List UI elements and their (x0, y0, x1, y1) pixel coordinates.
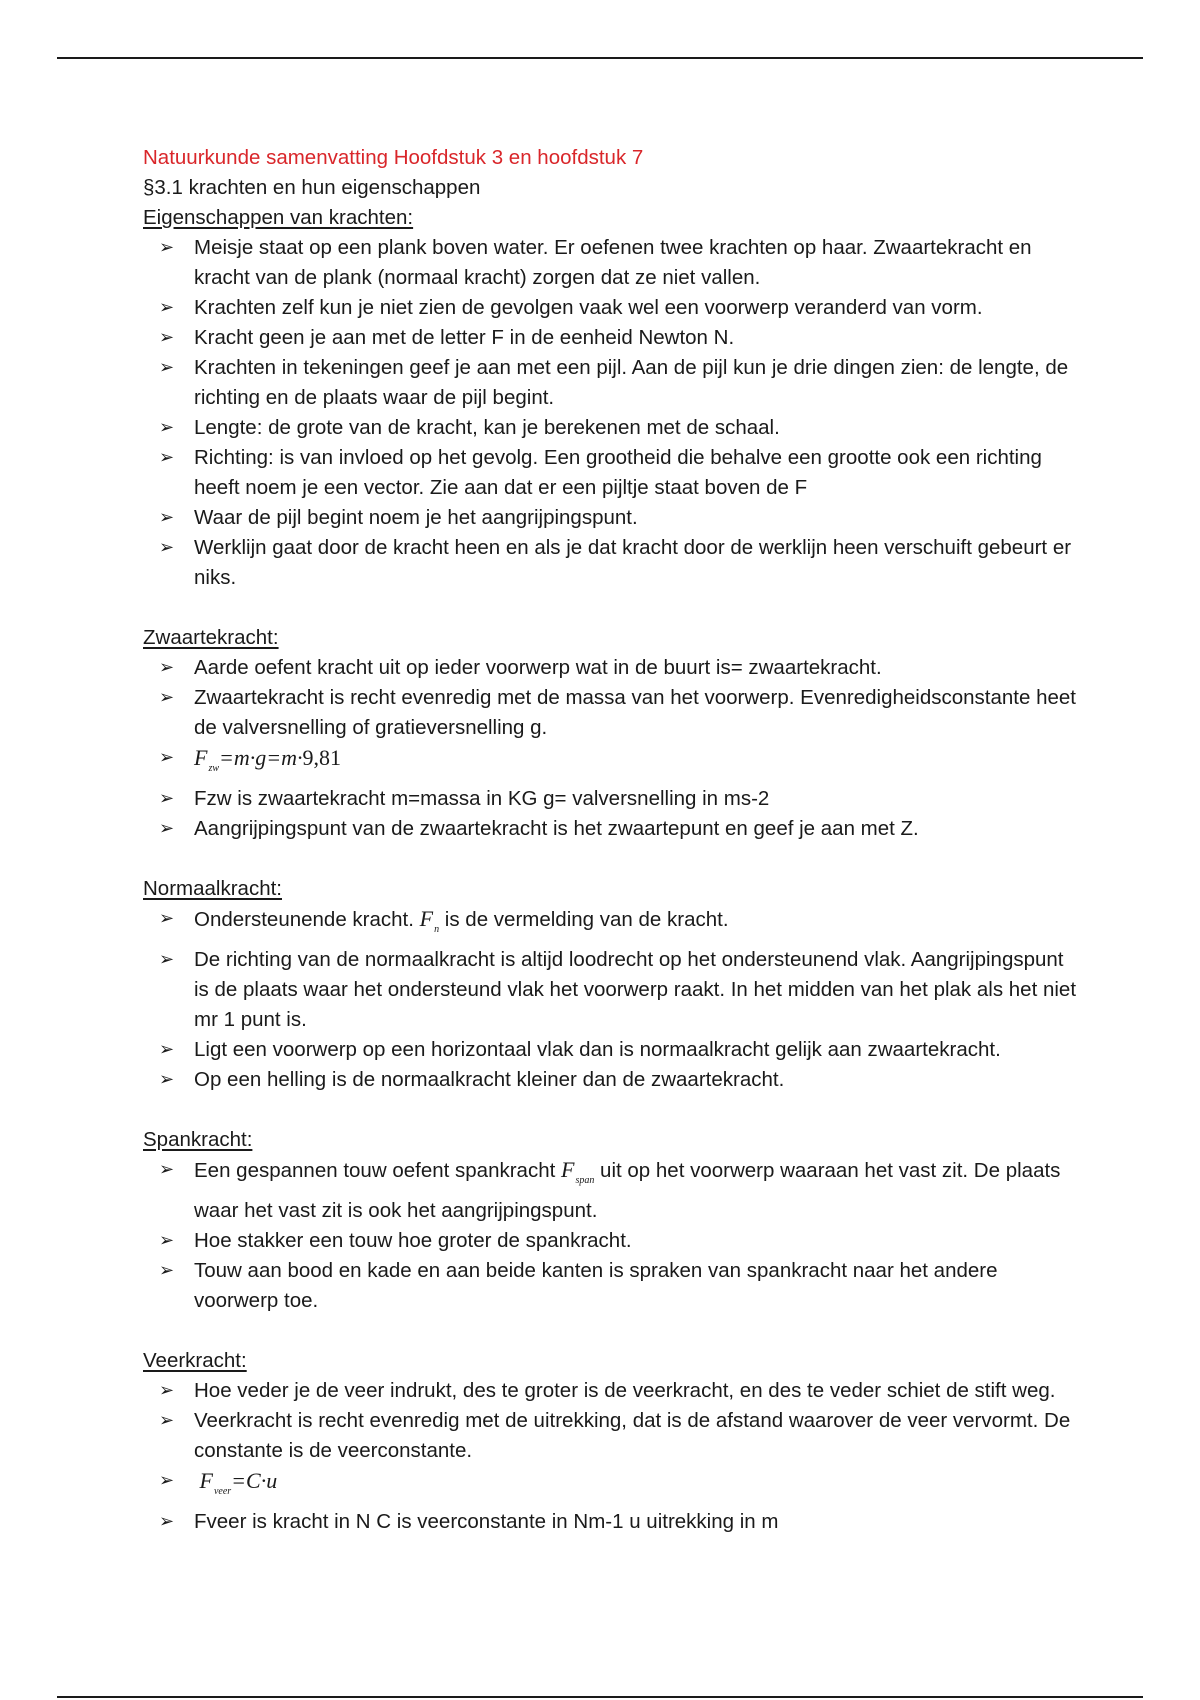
list-item: ➢ Werklijn gaat door de kracht heen en als je dat kracht door de werklijn heen verschuift gebeurt er niks. (143, 533, 1083, 593)
list-zwaartekracht (143, 653, 1083, 844)
list-item: ➢ Aarde oefent kracht uit op ieder voorwerp wat in de buurt is= zwaartekracht. (143, 653, 1083, 683)
list-item: ➢ Hoe stakker een touw hoe groter de spankracht. (143, 1226, 1083, 1256)
arrow-bullet-icon: ➢ (159, 687, 175, 708)
document-body (143, 143, 1083, 1537)
arrow-bullet-icon: ➢ (159, 537, 175, 558)
heading-spankracht: Spankracht: (143, 1128, 253, 1151)
formula-zwaartekracht: $F_{zw}=m\cdot g=m\cdot 9,81$ (194, 745, 341, 774)
list-item: ➢ Krachten zelf kun je niet zien de gevolgen vaak wel een voorwerp veranderd van vorm. (143, 293, 1083, 323)
list-item: ➢ Zwaartekracht is recht evenredig met de massa van het voorwerp. Evenredigheidsconstante heet de valversnelling of gratieversnelling g. (143, 683, 1083, 743)
list-item (143, 1466, 1083, 1507)
formula-normaalkracht: $F_n$ (419, 906, 440, 935)
list-item: ➢ Op een helling is de normaalkracht kleiner dan de zwaartekracht. (143, 1065, 1083, 1095)
list-item: ➢ Fveer is kracht in N C is veerconstante in Nm-1 u uitrekking in m (143, 1507, 1083, 1537)
list-item: ➢ Ligt een voorwerp op een horizontaal vlak dan is normaalkracht gelijk aan zwaartekracht. (143, 1035, 1083, 1065)
list-item: ➢ Touw aan bood en kade en aan beide kanten is spraken van spankracht naar het andere voorwerp toe. (143, 1256, 1083, 1316)
arrow-bullet-icon: ➢ (159, 1159, 175, 1180)
list-item: ➢ Hoe veder je de veer indrukt, des te groter is de veerkracht, en des te veder schiet de stift weg. (143, 1376, 1083, 1406)
list-item: ➢ Ondersteunende kracht. $F_n$ is de vermelding van de kracht. (159, 906, 729, 935)
arrow-bullet-icon: ➢ (159, 1230, 175, 1251)
heading-normaalkracht: Normaalkracht: (143, 877, 282, 900)
list-normaalkracht (143, 904, 1083, 1095)
heading-eigenschappen: Eigenschappen van krachten: (143, 206, 414, 229)
list-item: ➢ Krachten in tekeningen geef je aan met een pijl. Aan de pijl kun je drie dingen zien: de lengte, de richting en de plaats waar de pijl begint. (143, 353, 1083, 413)
arrow-bullet-icon: ➢ (159, 908, 175, 929)
header-rule (57, 57, 1143, 59)
arrow-bullet-icon: ➢ (159, 657, 175, 678)
arrow-bullet-icon: ➢ (159, 818, 175, 839)
formula-veerkracht: $F_{veer}=C\cdot u$ (199, 1468, 278, 1497)
document-title: Natuurkunde samenvatting Hoofdstuk 3 en hoofdstuk 7 (143, 146, 644, 169)
arrow-bullet-icon: ➢ (159, 1470, 175, 1491)
arrow-bullet-icon: ➢ (159, 447, 175, 468)
list-eigenschappen (143, 233, 1083, 593)
list-item: ➢ Veerkracht is recht evenredig met de uitrekking, dat is de afstand waarover de veer vervormt. De constante is de veerconstante. (143, 1406, 1083, 1466)
arrow-bullet-icon: ➢ (159, 1511, 175, 1532)
list-item: ➢ De richting van de normaalkracht is altijd loodrecht op het ondersteunend vlak. Aangrijpingspunt is de plaats waar het ondersteund vlak het voorwerp raakt. In het midden van het plak als het niet mr 1 punt is. (143, 945, 1083, 1035)
arrow-bullet-icon: ➢ (159, 747, 175, 768)
list-item: ➢ Kracht geen je aan met de letter F in de eenheid Newton N. (143, 323, 1083, 353)
arrow-bullet-icon: ➢ (159, 327, 175, 348)
arrow-bullet-icon: ➢ (159, 1410, 175, 1431)
arrow-bullet-icon: ➢ (159, 507, 175, 528)
arrow-bullet-icon: ➢ (159, 949, 175, 970)
arrow-bullet-icon: ➢ (159, 788, 175, 809)
list-item: ➢ Richting: is van invloed op het gevolg. Een grootheid die behalve een grootte ook een richting heeft noem je een vector. Zie aan dat er een pijltje staat boven de F (143, 443, 1083, 503)
heading-zwaartekracht: Zwaartekracht: (143, 626, 279, 649)
list-item: ➢ Aangrijpingspunt van de zwaartekracht is het zwaartepunt en geef je aan met Z. (143, 814, 1083, 844)
arrow-bullet-icon: ➢ (159, 1260, 175, 1281)
list-item: ➢ Fzw is zwaartekracht m=massa in KG g= valversnelling in ms-2 (143, 784, 1083, 814)
arrow-bullet-icon: ➢ (159, 1039, 175, 1060)
list-item: ➢ Waar de pijl begint noem je het aangrijpingspunt. (143, 503, 1083, 533)
arrow-bullet-icon: ➢ (159, 1069, 175, 1090)
formula-spankracht: $F_{span}$ (561, 1157, 595, 1186)
arrow-bullet-icon: ➢ (159, 237, 175, 258)
arrow-bullet-icon: ➢ (159, 297, 175, 318)
arrow-bullet-icon: ➢ (159, 1380, 175, 1401)
heading-veerkracht: Veerkracht: (143, 1349, 247, 1372)
arrow-bullet-icon: ➢ (159, 417, 175, 438)
footer-rule (57, 1696, 1143, 1698)
list-item: ➢ Lengte: de grote van de kracht, kan je berekenen met de schaal. (143, 413, 1083, 443)
list-spankracht (143, 1155, 1083, 1316)
section-subtitle: §3.1 krachten en hun eigenschappen (143, 176, 481, 199)
list-veerkracht (143, 1376, 1083, 1537)
arrow-bullet-icon: ➢ (159, 357, 175, 378)
list-item: ➢ Meisje staat op een plank boven water. Er oefenen twee krachten op haar. Zwaartekracht en kracht van de plank (normaal kracht) zorgen dat ze niet vallen. (143, 233, 1083, 293)
list-item (143, 743, 1083, 784)
list-item: ➢ Een gespannen touw oefent spankracht $F_{span}$ uit op het voorwerp waaraan het vast zit. De plaats waar het vast zit is ook het aangrijpingspunt. (159, 1157, 1061, 1222)
